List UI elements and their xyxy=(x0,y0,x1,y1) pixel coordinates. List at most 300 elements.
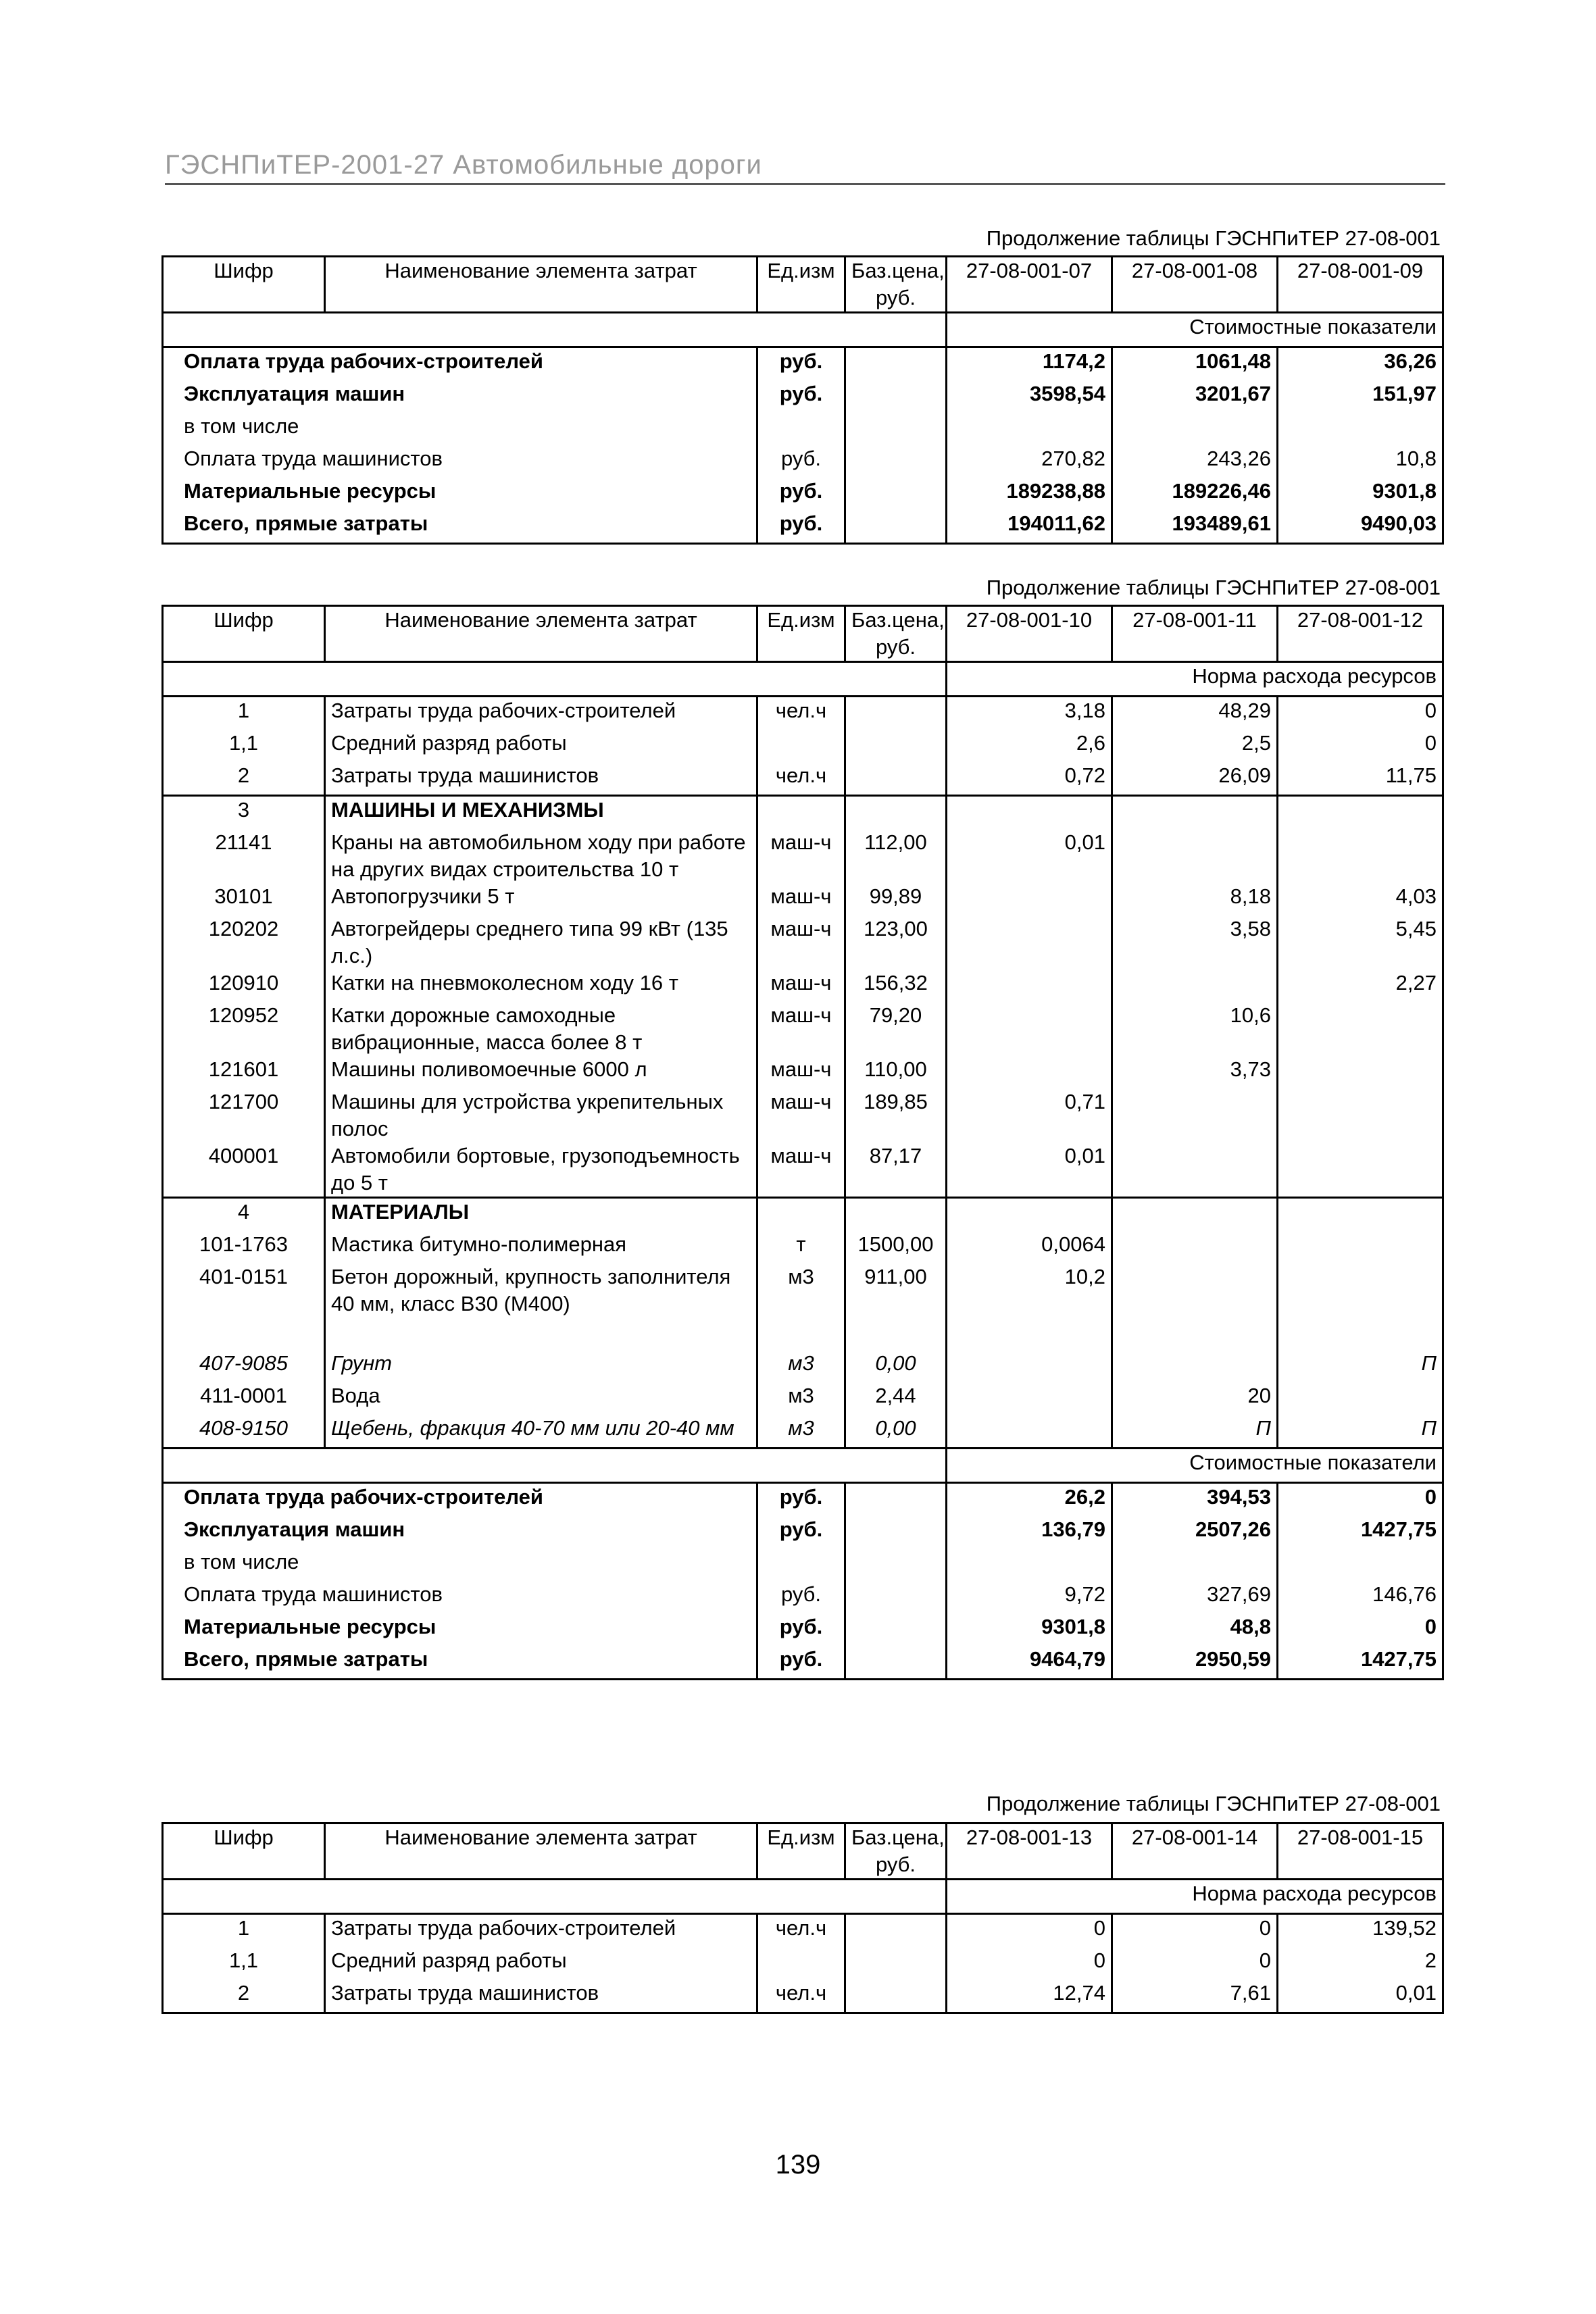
cost-row xyxy=(163,510,1443,544)
unit-cell xyxy=(757,1947,845,1980)
value-cell: 0 xyxy=(947,1947,1112,1980)
section-label: Стоимостные показатели xyxy=(947,313,1443,347)
value-cell xyxy=(1278,1198,1443,1232)
unit-cell xyxy=(757,730,845,762)
cost-row xyxy=(163,1483,1443,1517)
code-cell: 3 xyxy=(163,796,325,830)
unit-cell xyxy=(757,1549,845,1581)
resource-row xyxy=(163,1415,1443,1449)
page-number: 139 xyxy=(775,2150,821,2180)
price-cell: 189,85 xyxy=(845,1088,947,1142)
value-cell xyxy=(1278,1142,1443,1198)
cost-row xyxy=(163,1646,1443,1680)
value-cell: 8,18 xyxy=(1112,883,1278,915)
cost-row xyxy=(163,413,1443,445)
value-cell: 270,82 xyxy=(947,445,1112,478)
name-cell: Затраты труда машинистов xyxy=(325,762,757,796)
column-header-price: Баз.цена, руб. xyxy=(845,1823,947,1880)
column-header-unit: Ед.изм xyxy=(757,606,845,662)
code-cell: 120952 xyxy=(163,1002,325,1056)
value-cell: 0,01 xyxy=(1278,1980,1443,2013)
value-cell: 194011,62 xyxy=(947,510,1112,544)
unit-cell: руб. xyxy=(757,347,845,381)
unit-cell: маш-ч xyxy=(757,970,845,1002)
section-band xyxy=(163,1449,1443,1483)
value-cell xyxy=(1278,1263,1443,1317)
resource-row xyxy=(163,1947,1443,1980)
value-cell xyxy=(1278,1002,1443,1056)
value-cell: 151,97 xyxy=(1278,380,1443,413)
value-cell: 9301,8 xyxy=(1278,478,1443,510)
value-cell: 0,72 xyxy=(947,762,1112,796)
cost-row xyxy=(163,380,1443,413)
value-cell xyxy=(1278,1056,1443,1088)
cost-row-label: Материальные ресурсы xyxy=(163,478,757,510)
cost-row-label: Оплата труда рабочих-строителей xyxy=(163,347,757,381)
value-cell xyxy=(947,970,1112,1002)
value-cell: 139,52 xyxy=(1278,1914,1443,1948)
code-cell: 1 xyxy=(163,1914,325,1948)
section-label: Норма расхода ресурсов xyxy=(947,1880,1443,1914)
code-cell: 120910 xyxy=(163,970,325,1002)
value-cell xyxy=(947,796,1112,830)
value-cell xyxy=(947,1382,1112,1415)
value-cell: 48,8 xyxy=(1112,1613,1278,1646)
name-cell: Автогрейдеры среднего типа 99 кВт (135 л.с.) xyxy=(325,915,757,970)
column-header-code: Шифр xyxy=(163,1823,325,1880)
section-band xyxy=(163,662,1443,697)
resource-row xyxy=(163,970,1443,1002)
value-cell xyxy=(1112,970,1278,1002)
cost-row xyxy=(163,1549,1443,1581)
value-cell: 10,8 xyxy=(1278,445,1443,478)
price-cell xyxy=(845,380,947,413)
column-header-name: Наименование элемента затрат xyxy=(325,606,757,662)
name-cell: Затраты труда рабочих-строителей xyxy=(325,697,757,730)
unit-cell: руб. xyxy=(757,1516,845,1549)
name-cell: Затраты труда машинистов xyxy=(325,1980,757,2013)
column-header-norm-code: 27-08-001-14 xyxy=(1112,1823,1278,1880)
value-cell: 12,74 xyxy=(947,1980,1112,2013)
value-cell: 0,01 xyxy=(947,829,1112,883)
resource-row xyxy=(163,1056,1443,1088)
column-header-norm-code: 27-08-001-12 xyxy=(1278,606,1443,662)
value-cell: 2 xyxy=(1278,1947,1443,1980)
name-cell: Грунт xyxy=(325,1350,757,1382)
resource-row xyxy=(163,1088,1443,1142)
value-cell: 26,09 xyxy=(1112,762,1278,796)
value-cell xyxy=(1112,1350,1278,1382)
unit-cell: руб. xyxy=(757,478,845,510)
value-cell: 0 xyxy=(1112,1914,1278,1948)
value-cell xyxy=(947,1198,1112,1232)
value-cell xyxy=(1112,1263,1278,1317)
value-cell: 327,69 xyxy=(1112,1581,1278,1613)
value-cell: 4,03 xyxy=(1278,883,1443,915)
name-cell: Автопогрузчики 5 т xyxy=(325,883,757,915)
value-cell xyxy=(1278,829,1443,883)
resource-row xyxy=(163,730,1443,762)
unit-cell: руб. xyxy=(757,510,845,544)
name-cell: Машины поливомоечные 6000 л xyxy=(325,1056,757,1088)
name-cell: Средний разряд работы xyxy=(325,1947,757,1980)
unit-cell: руб. xyxy=(757,1581,845,1613)
resource-row xyxy=(163,1914,1443,1948)
value-cell: 189226,46 xyxy=(1112,478,1278,510)
cost-row xyxy=(163,1581,1443,1613)
unit-cell: т xyxy=(757,1231,845,1263)
column-header-price: Баз.цена, руб. xyxy=(845,257,947,313)
spacer-cell xyxy=(325,1317,757,1350)
name-cell: Катки дорожные самоходные вибрационные, масса более 8 т xyxy=(325,1002,757,1056)
column-header-code: Шифр xyxy=(163,606,325,662)
code-cell: 1 xyxy=(163,697,325,730)
name-cell: Мастика битумно-полимерная xyxy=(325,1231,757,1263)
resource-row xyxy=(163,1980,1443,2013)
value-cell: 136,79 xyxy=(947,1516,1112,1549)
column-header-norm-code: 27-08-001-15 xyxy=(1278,1823,1443,1880)
unit-cell xyxy=(757,796,845,830)
value-cell: 10,2 xyxy=(947,1263,1112,1317)
cost-row-label: Эксплуатация машин xyxy=(163,380,757,413)
unit-cell: м3 xyxy=(757,1263,845,1317)
unit-cell: чел.ч xyxy=(757,1914,845,1948)
code-cell: 2 xyxy=(163,762,325,796)
value-cell: 11,75 xyxy=(1278,762,1443,796)
cost-row xyxy=(163,1516,1443,1549)
price-cell: 110,00 xyxy=(845,1056,947,1088)
spacer-cell xyxy=(1112,1317,1278,1350)
name-cell: Бетон дорожный, крупность заполнителя 40 мм, класс В30 (М400) xyxy=(325,1263,757,1317)
unit-cell: чел.ч xyxy=(757,762,845,796)
value-cell: 2,6 xyxy=(947,730,1112,762)
name-cell: Катки на пневмоколесном ходу 16 т xyxy=(325,970,757,1002)
code-cell: 30101 xyxy=(163,883,325,915)
value-cell xyxy=(947,1415,1112,1449)
cost-row-label: Оплата труда машинистов xyxy=(163,1581,757,1613)
price-cell: 87,17 xyxy=(845,1142,947,1198)
value-cell: 9301,8 xyxy=(947,1613,1112,1646)
value-cell: 1427,75 xyxy=(1278,1646,1443,1680)
value-cell: 2,27 xyxy=(1278,970,1443,1002)
value-cell xyxy=(1112,1142,1278,1198)
unit-cell: маш-ч xyxy=(757,915,845,970)
unit-cell: маш-ч xyxy=(757,1088,845,1142)
value-cell: 243,26 xyxy=(1112,445,1278,478)
cost-row-label: Оплата труда машинистов xyxy=(163,445,757,478)
code-cell: 121700 xyxy=(163,1088,325,1142)
unit-cell xyxy=(757,413,845,445)
code-cell: 101-1763 xyxy=(163,1231,325,1263)
section-label: Норма расхода ресурсов xyxy=(947,662,1443,697)
price-cell xyxy=(845,413,947,445)
price-cell: 0,00 xyxy=(845,1350,947,1382)
value-cell: 2,5 xyxy=(1112,730,1278,762)
table-caption: Продолжение таблицы ГЭСНПиТЕР 27-08-001 xyxy=(986,1792,1441,1815)
price-cell: 112,00 xyxy=(845,829,947,883)
value-cell xyxy=(1112,1088,1278,1142)
value-cell: 1061,48 xyxy=(1112,347,1278,381)
value-cell: 3201,67 xyxy=(1112,380,1278,413)
price-cell xyxy=(845,1980,947,2013)
name-cell: Автомобили бортовые, грузоподъемность до 5 т xyxy=(325,1142,757,1198)
price-cell xyxy=(845,1483,947,1517)
value-cell: 7,61 xyxy=(1112,1980,1278,2013)
unit-cell: маш-ч xyxy=(757,829,845,883)
price-cell xyxy=(845,1914,947,1948)
value-cell xyxy=(947,1002,1112,1056)
code-cell: 121601 xyxy=(163,1056,325,1088)
price-cell: 156,32 xyxy=(845,970,947,1002)
value-cell xyxy=(1112,796,1278,830)
value-cell xyxy=(1112,829,1278,883)
unit-cell: чел.ч xyxy=(757,697,845,730)
value-cell: 3,18 xyxy=(947,697,1112,730)
value-cell: 9,72 xyxy=(947,1581,1112,1613)
value-cell xyxy=(1112,1549,1278,1581)
value-cell: 189238,88 xyxy=(947,478,1112,510)
resource-row xyxy=(163,1002,1443,1056)
value-cell: 5,45 xyxy=(1278,915,1443,970)
table-header-row xyxy=(163,606,1443,662)
cost-rows xyxy=(163,347,1443,544)
table-caption: Продолжение таблицы ГЭСНПиТЕР 27-08-001 xyxy=(986,576,1441,599)
unit-cell: руб. xyxy=(757,445,845,478)
unit-cell: руб. xyxy=(757,380,845,413)
price-cell: 79,20 xyxy=(845,1002,947,1056)
column-header-norm-code: 27-08-001-13 xyxy=(947,1823,1112,1880)
cost-table-1 xyxy=(161,255,1444,545)
spacer-cell xyxy=(845,1317,947,1350)
value-cell xyxy=(1278,1382,1443,1415)
column-header-norm-code: 27-08-001-11 xyxy=(1112,606,1278,662)
value-cell: 3,73 xyxy=(1112,1056,1278,1088)
price-cell xyxy=(845,510,947,544)
unit-cell: м3 xyxy=(757,1415,845,1449)
value-cell xyxy=(1278,796,1443,830)
resource-table-2 xyxy=(161,605,1444,1680)
spacer-cell xyxy=(757,1317,845,1350)
cost-row-label: Эксплуатация машин xyxy=(163,1516,757,1549)
spacer-cell xyxy=(1278,1317,1443,1350)
cost-row xyxy=(163,347,1443,381)
resource-row xyxy=(163,1198,1443,1232)
value-cell: 146,76 xyxy=(1278,1581,1443,1613)
name-cell: МАТЕРИАЛЫ xyxy=(325,1198,757,1232)
column-header-norm-code: 27-08-001-07 xyxy=(947,257,1112,313)
resource-row xyxy=(163,796,1443,830)
value-cell: 9464,79 xyxy=(947,1646,1112,1680)
price-cell: 1500,00 xyxy=(845,1231,947,1263)
price-cell xyxy=(845,1947,947,1980)
resource-rows xyxy=(163,1914,1443,2013)
value-cell: 394,53 xyxy=(1112,1483,1278,1517)
value-cell xyxy=(1278,1088,1443,1142)
cost-row-label: Всего, прямые затраты xyxy=(163,1646,757,1680)
price-cell xyxy=(845,347,947,381)
column-header-code: Шифр xyxy=(163,257,325,313)
value-cell: 0 xyxy=(1278,730,1443,762)
unit-cell xyxy=(757,1198,845,1232)
code-cell: 411-0001 xyxy=(163,1382,325,1415)
name-cell: Вода xyxy=(325,1382,757,1415)
price-cell: 99,89 xyxy=(845,883,947,915)
value-cell: 1174,2 xyxy=(947,347,1112,381)
unit-cell: руб. xyxy=(757,1613,845,1646)
price-cell xyxy=(845,1516,947,1549)
unit-cell: руб. xyxy=(757,1483,845,1517)
name-cell: Средний разряд работы xyxy=(325,730,757,762)
value-cell: 0 xyxy=(1112,1947,1278,1980)
column-header-name: Наименование элемента затрат xyxy=(325,257,757,313)
value-cell: П xyxy=(1278,1415,1443,1449)
value-cell xyxy=(947,413,1112,445)
price-cell: 123,00 xyxy=(845,915,947,970)
value-cell xyxy=(1278,1549,1443,1581)
price-cell xyxy=(845,796,947,830)
value-cell: 48,29 xyxy=(1112,697,1278,730)
value-cell: 0,0064 xyxy=(947,1231,1112,1263)
value-cell xyxy=(1112,1198,1278,1232)
value-cell xyxy=(947,1350,1112,1382)
price-cell xyxy=(845,1613,947,1646)
price-cell xyxy=(845,1646,947,1680)
table-caption: Продолжение таблицы ГЭСНПиТЕР 27-08-001 xyxy=(986,226,1441,250)
price-cell: 2,44 xyxy=(845,1382,947,1415)
unit-cell: маш-ч xyxy=(757,1056,845,1088)
code-cell: 407-9085 xyxy=(163,1350,325,1382)
cost-row-label: в том числе xyxy=(163,413,757,445)
price-cell xyxy=(845,478,947,510)
value-cell: 0 xyxy=(1278,1613,1443,1646)
column-header-norm-code: 27-08-001-09 xyxy=(1278,257,1443,313)
cost-row-label: в том числе xyxy=(163,1549,757,1581)
value-cell xyxy=(947,1549,1112,1581)
unit-cell: руб. xyxy=(757,1646,845,1680)
code-cell: 120202 xyxy=(163,915,325,970)
value-cell xyxy=(947,883,1112,915)
value-cell: 0,71 xyxy=(947,1088,1112,1142)
cost-row xyxy=(163,1613,1443,1646)
value-cell xyxy=(1112,1231,1278,1263)
value-cell: 36,26 xyxy=(1278,347,1443,381)
column-header-price: Баз.цена, руб. xyxy=(845,606,947,662)
column-header-norm-code: 27-08-001-08 xyxy=(1112,257,1278,313)
section-label: Стоимостные показатели xyxy=(947,1449,1443,1483)
value-cell: 10,6 xyxy=(1112,1002,1278,1056)
column-header-name: Наименование элемента затрат xyxy=(325,1823,757,1880)
cost-row xyxy=(163,478,1443,510)
name-cell: МАШИНЫ И МЕХАНИЗМЫ xyxy=(325,796,757,830)
price-cell xyxy=(845,762,947,796)
value-cell: 3,58 xyxy=(1112,915,1278,970)
price-cell xyxy=(845,1581,947,1613)
resource-row xyxy=(163,829,1443,883)
price-cell xyxy=(845,1198,947,1232)
unit-cell: маш-ч xyxy=(757,883,845,915)
resource-row xyxy=(163,762,1443,796)
code-cell: 21141 xyxy=(163,829,325,883)
resource-row xyxy=(163,1382,1443,1415)
table-header-row xyxy=(163,257,1443,313)
value-cell xyxy=(1278,1231,1443,1263)
name-cell: Машины для устройства укрепительных полос xyxy=(325,1088,757,1142)
value-cell: 0 xyxy=(1278,1483,1443,1517)
value-cell: 1427,75 xyxy=(1278,1516,1443,1549)
section-band xyxy=(163,1880,1443,1914)
value-cell: 2950,59 xyxy=(1112,1646,1278,1680)
resource-row xyxy=(163,883,1443,915)
cost-row-label: Всего, прямые затраты xyxy=(163,510,757,544)
value-cell: П xyxy=(1112,1415,1278,1449)
spacer-cell xyxy=(947,1317,1112,1350)
value-cell xyxy=(1278,413,1443,445)
price-cell xyxy=(845,697,947,730)
unit-cell: чел.ч xyxy=(757,1980,845,2013)
resource-rows xyxy=(163,697,1443,1449)
unit-cell: м3 xyxy=(757,1350,845,1382)
name-cell: Затраты труда рабочих-строителей xyxy=(325,1914,757,1948)
price-cell xyxy=(845,730,947,762)
value-cell xyxy=(947,1056,1112,1088)
value-cell: 0,01 xyxy=(947,1142,1112,1198)
code-cell: 1,1 xyxy=(163,730,325,762)
page-header: ГЭСНПиТЕР-2001-27 Автомобильные дороги xyxy=(165,150,1445,185)
price-cell: 0,00 xyxy=(845,1415,947,1449)
value-cell xyxy=(947,915,1112,970)
resource-row xyxy=(163,915,1443,970)
value-cell xyxy=(1112,413,1278,445)
value-cell: 0 xyxy=(1278,697,1443,730)
spacer-row xyxy=(163,1317,1443,1350)
code-cell: 4 xyxy=(163,1198,325,1232)
value-cell: 193489,61 xyxy=(1112,510,1278,544)
resource-row xyxy=(163,1350,1443,1382)
cost-row xyxy=(163,445,1443,478)
unit-cell: м3 xyxy=(757,1382,845,1415)
code-cell: 400001 xyxy=(163,1142,325,1198)
code-cell: 401-0151 xyxy=(163,1263,325,1317)
value-cell: 2507,26 xyxy=(1112,1516,1278,1549)
code-cell: 408-9150 xyxy=(163,1415,325,1449)
resource-row xyxy=(163,697,1443,730)
resource-table-3 xyxy=(161,1822,1444,2014)
value-cell: П xyxy=(1278,1350,1443,1382)
cost-row-label: Оплата труда рабочих-строителей xyxy=(163,1483,757,1517)
value-cell: 26,2 xyxy=(947,1483,1112,1517)
price-cell xyxy=(845,1549,947,1581)
cost-row-label: Материальные ресурсы xyxy=(163,1613,757,1646)
column-header-unit: Ед.изм xyxy=(757,1823,845,1880)
price-cell xyxy=(845,445,947,478)
resource-row xyxy=(163,1263,1443,1317)
resource-row xyxy=(163,1231,1443,1263)
value-cell: 0 xyxy=(947,1914,1112,1948)
unit-cell: маш-ч xyxy=(757,1142,845,1198)
name-cell: Краны на автомобильном ходу при работе на других видах строительства 10 т xyxy=(325,829,757,883)
code-cell: 2 xyxy=(163,1980,325,2013)
resource-row xyxy=(163,1142,1443,1198)
name-cell: Щебень, фракция 40-70 мм или 20-40 мм xyxy=(325,1415,757,1449)
price-cell: 911,00 xyxy=(845,1263,947,1317)
column-header-unit: Ед.изм xyxy=(757,257,845,313)
section-band xyxy=(163,313,1443,347)
cost-rows xyxy=(163,1483,1443,1680)
value-cell: 3598,54 xyxy=(947,380,1112,413)
table-header-row xyxy=(163,1823,1443,1880)
spacer-cell xyxy=(163,1317,325,1350)
unit-cell: маш-ч xyxy=(757,1002,845,1056)
